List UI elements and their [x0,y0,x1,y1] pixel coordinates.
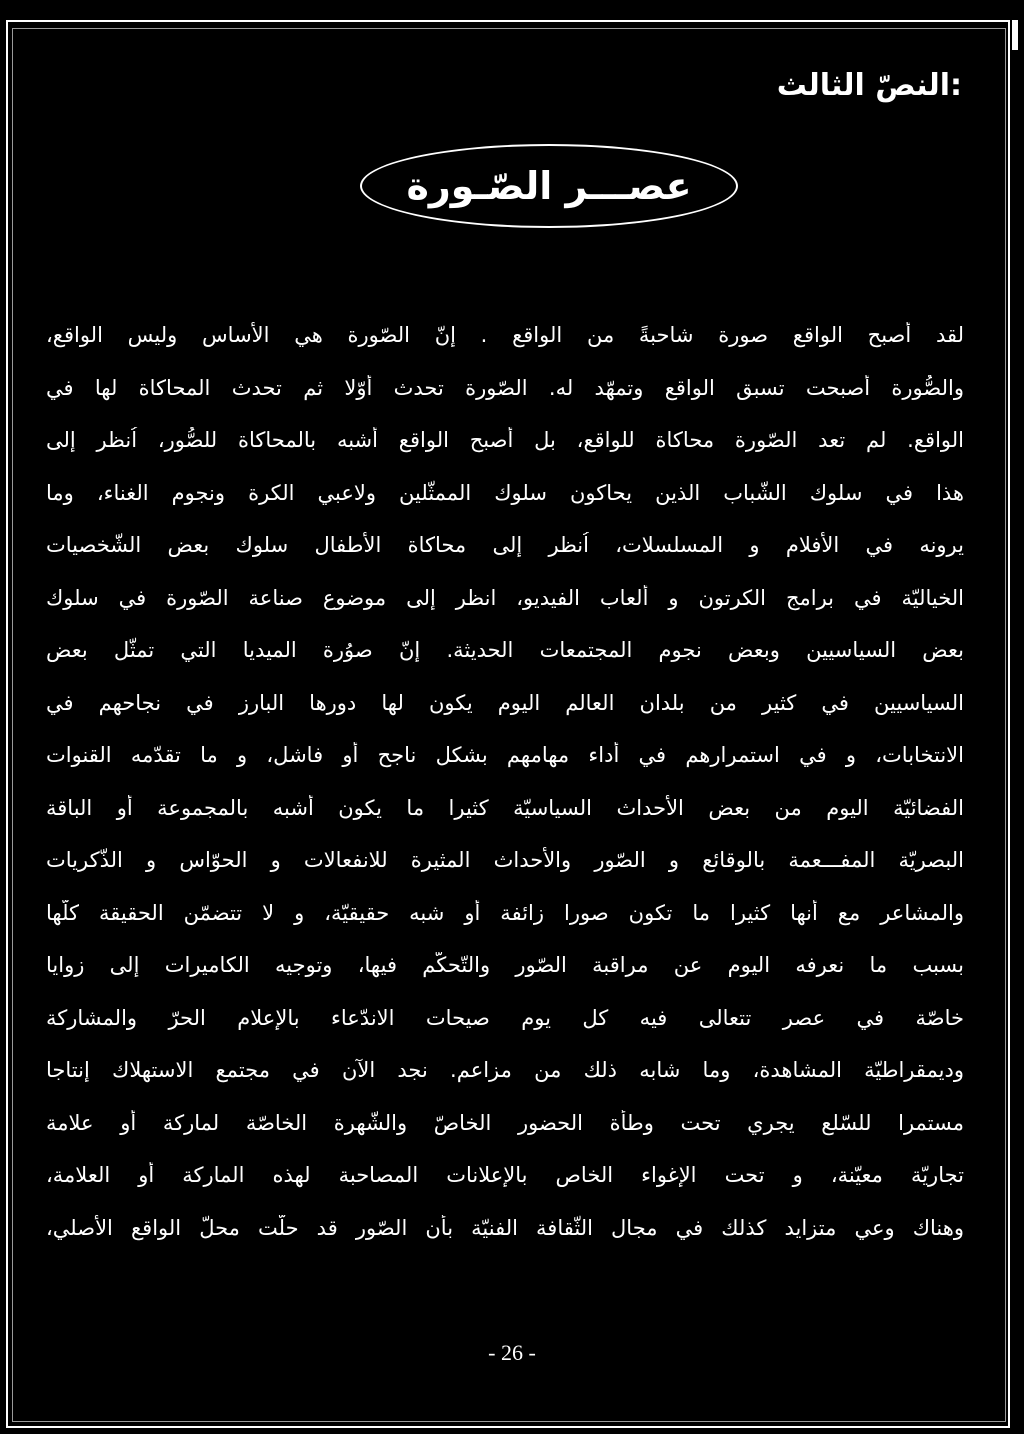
text-line: لقد أصبح الواقع صورة شاحبةً من الواقع . إنّ الصّورة هي الأساس وليس الواقع، [46,323,964,347]
banner-title: عصـــر الصّـورة [406,164,692,208]
text-line: السياسيين في كثير من بلدان العالم اليوم يكون لها دورها البارز في نجاحهم في [46,690,964,715]
text-line: الانتخابات، و في استمرارهم في أداء مهامهم بشكل ناجح أو فاشل، و ما تقدّمه القنوات [46,743,964,767]
text-line: الواقع. لم تعد الصّورة محاكاة للواقع، بل أصبح الواقع أشبه بالمحاكاة للصُّور، اُنظر إلى [46,428,964,452]
body-paragraph [46,322,964,1267]
border-corner-bar [1012,20,1018,50]
text-line: تجاريّة معيّنة، و تحت الإغواء الخاص بالإعلانات المصاحبة لهذه الماركة أو العلامة، [46,1163,964,1187]
text-line: خاصّة في عصر تتعالى فيه كل يوم صيحات الاندّعاء بالإعلام الحرّ والمشاركة [46,1005,964,1030]
text-line: البصريّة المفـــعمة بالوقائع و الصّور والأحداث المثيرة للانفعالات و الحوّاس و الذّكريات [46,848,964,872]
text-line: الخياليّة في برامج الكرتون و ألعاب الفيديو، انظر إلى موضوع صناعة الصّورة في سلوك [46,585,964,610]
page-number: - 26 - [488,1340,536,1365]
text-line: والمشاعر مع أنها كثيرا ما تكون صورا زائفة أو شبه حقيقيّة، و لا تتضمّن الحقيقة كلّها [46,900,964,925]
section-heading: :النصّ الثالث [776,68,962,103]
text-line: الفضائيّة اليوم من بعض الأحداث السياسيّة كثيرا ما يكون أشبه بالمجموعة أو الباقة [46,795,964,820]
text-line: يرونه في الأفلام و المسلسلات، اُنظر إلى محاكاة الأطفال سلوك بعض الشّخصيات [46,533,964,557]
text-line: مستمرا للسّلع يجري تحت وطأة الحضور الخاصّ والشّهرة الخاصّة لماركة أو علامة [46,1110,964,1135]
text-line: وهناك وعي متزايد كذلك في مجال الثّقافة الفنيّة بأن الصّور قد حلّت محلّ الواقع الأصلي، [46,1215,964,1240]
text-line: وديمقراطيّة المشاهدة، وما شابه ذلك من مزاعم. نجد الآن في مجتمع الاستهلاك إنتاجا [46,1058,964,1082]
text-line: والصُّورة أصبحت تسبق الواقع وتمهّد له. الصّورة تحدث أوّلا ثم تحدث المحاكاة لها في [46,375,964,400]
text-line: هذا في سلوك الشّباب الذين يحاكون سلوك الممثّلين ولاعبي الكرة ونجوم الغناء، وما [46,480,964,505]
title-banner [360,144,738,228]
text-line: بعض السياسيين وبعض نجوم المجتمعات الحديثة. إنّ صوُرة الميديا التي تمثّل بعض [46,638,964,662]
text-line: بسبب ما نعرفه اليوم عن مراقبة الصّور والتّحكّم فيها، وتوجيه الكاميرات إلى زوايا [46,953,964,977]
